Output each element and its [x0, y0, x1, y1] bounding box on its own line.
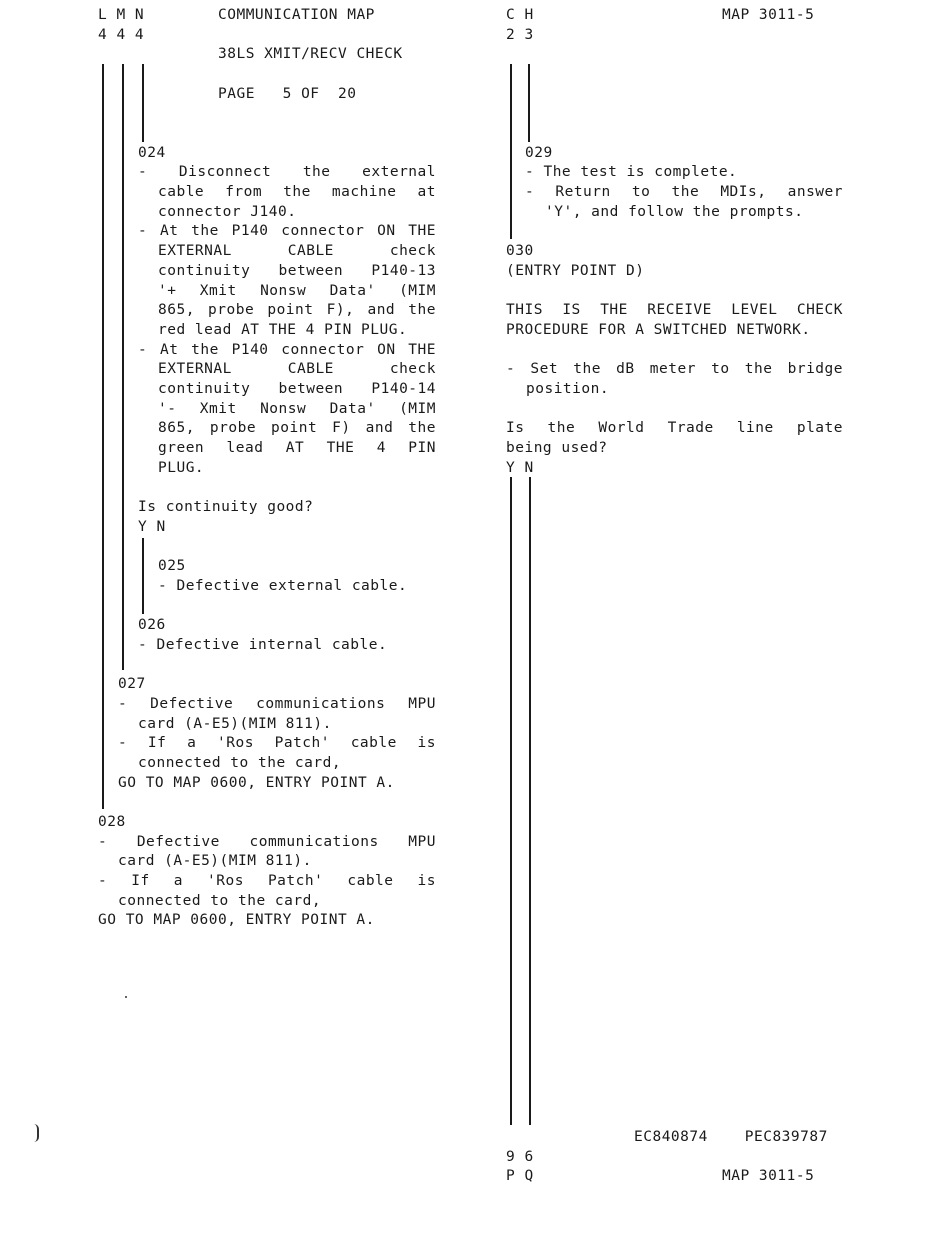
step-024-bullet-2-line-4: '+ Xmit Nonsw Data' (MIM [158, 283, 436, 299]
scan-edge-mark [34, 1124, 39, 1142]
step-029-bullet-2-line-2: 'Y', and follow the prompts. [545, 204, 804, 220]
step-024-bullet-3-line-1: - At the P140 connector ON THE [138, 342, 436, 358]
step-024-question: Is continuity good? [138, 499, 314, 515]
step-029-bullet-2-line-1: - Return to the MDIs, answer [525, 184, 843, 200]
header-left-numbers: 4 4 4 [98, 27, 145, 43]
step-028-bullet-1-line-2: card (A-E5)(MIM 811). [118, 853, 312, 869]
step-024-bullet-3-line-7: PLUG. [158, 460, 205, 476]
step-026-text: - Defective internal cable. [138, 637, 388, 653]
step-030-para-line-2: PROCEDURE FOR A SWITCHED NETWORK. [506, 322, 811, 338]
step-024-yes-no: Y N [138, 519, 166, 535]
step-027-goto: GO TO MAP 0600, ENTRY POINT A. [118, 775, 395, 791]
step-027-bullet-2-line-2: connected to the card, [138, 755, 342, 771]
flow-line-m [122, 64, 124, 670]
header-right-letters: C H [506, 7, 534, 23]
step-024-bullet-3-line-3: continuity between P140-14 [158, 381, 436, 397]
step-028-goto: GO TO MAP 0600, ENTRY POINT A. [98, 912, 375, 928]
step-026-number: 026 [138, 617, 166, 633]
step-028-number: 028 [98, 814, 126, 830]
step-024-bullet-3-line-4: '- Xmit Nonsw Data' (MIM [158, 401, 436, 417]
step-024-bullet-1-line-1: - Disconnect the external [138, 164, 436, 180]
flow-line-c [510, 64, 512, 239]
step-030-bullet-1-line-2: position. [526, 381, 610, 397]
step-030-yes-no: Y N [506, 460, 534, 476]
step-024-bullet-2-line-5: 865, probe point F), and the [158, 302, 436, 318]
header-right-numbers: 2 3 [506, 27, 534, 43]
step-029-number: 029 [525, 145, 553, 161]
step-030-para-line-1: THIS IS THE RECEIVE LEVEL CHECK [506, 302, 843, 318]
flow-line-yn-y [142, 538, 144, 614]
scan-speck [125, 996, 127, 998]
step-027-bullet-2-line-1: - If a 'Ros Patch' cable is [118, 735, 436, 751]
footer-offpage-letters: P Q [506, 1168, 534, 1184]
step-027-bullet-1-line-1: - Defective communications MPU [118, 696, 436, 712]
step-028-bullet-2-line-2: connected to the card, [118, 893, 322, 909]
step-024-bullet-2-line-6: red lead AT THE 4 PIN PLUG. [158, 322, 408, 338]
step-028-bullet-1-line-1: - Defective communications MPU [98, 834, 436, 850]
step-027-number: 027 [118, 676, 146, 692]
step-030-entry-point: (ENTRY POINT D) [506, 263, 645, 279]
step-024-bullet-1-line-3: connector J140. [158, 204, 297, 220]
header-left-letters: L M N [98, 7, 145, 23]
header-map-id: MAP 3011-5 [722, 7, 815, 23]
flow-line-h [528, 64, 530, 142]
flow-line-n-right [529, 477, 531, 1125]
flow-line-n [142, 64, 144, 142]
page-number: PAGE 5 OF 20 [218, 86, 357, 102]
footer-offpage-numbers: 9 6 [506, 1149, 534, 1165]
flow-line-l [102, 64, 104, 809]
page-title: COMMUNICATION MAP [218, 7, 375, 23]
step-024-number: 024 [138, 145, 166, 161]
step-024-bullet-3-line-6: green lead AT THE 4 PIN [158, 440, 436, 456]
step-030-bullet-1-line-1: - Set the dB meter to the bridge [506, 361, 843, 377]
footer-map-id: MAP 3011-5 [722, 1168, 815, 1184]
step-024-bullet-2-line-1: - At the P140 connector ON THE [138, 223, 436, 239]
step-029-bullet-1: - The test is complete. [525, 164, 738, 180]
step-024-bullet-2-line-3: continuity between P140-13 [158, 263, 436, 279]
step-030-question-line-1: Is the World Trade line plate [506, 420, 843, 436]
footer-ec-numbers: EC840874 PEC839787 [634, 1129, 828, 1145]
step-024-bullet-1-line-2: cable from the machine at [158, 184, 436, 200]
page-subtitle: 38LS XMIT/RECV CHECK [218, 46, 403, 62]
step-024-bullet-2-line-2: EXTERNAL CABLE check [158, 243, 436, 259]
step-027-bullet-1-line-2: card (A-E5)(MIM 811). [138, 716, 332, 732]
step-024-bullet-3-line-5: 865, probe point F) and the [158, 420, 436, 436]
step-030-number: 030 [506, 243, 534, 259]
step-025-text: - Defective external cable. [158, 578, 408, 594]
step-028-bullet-2-line-1: - If a 'Ros Patch' cable is [98, 873, 436, 889]
step-024-bullet-3-line-2: EXTERNAL CABLE check [158, 361, 436, 377]
flow-line-y [510, 477, 512, 1125]
step-025-number: 025 [158, 558, 186, 574]
step-030-question-line-2: being used? [506, 440, 608, 456]
